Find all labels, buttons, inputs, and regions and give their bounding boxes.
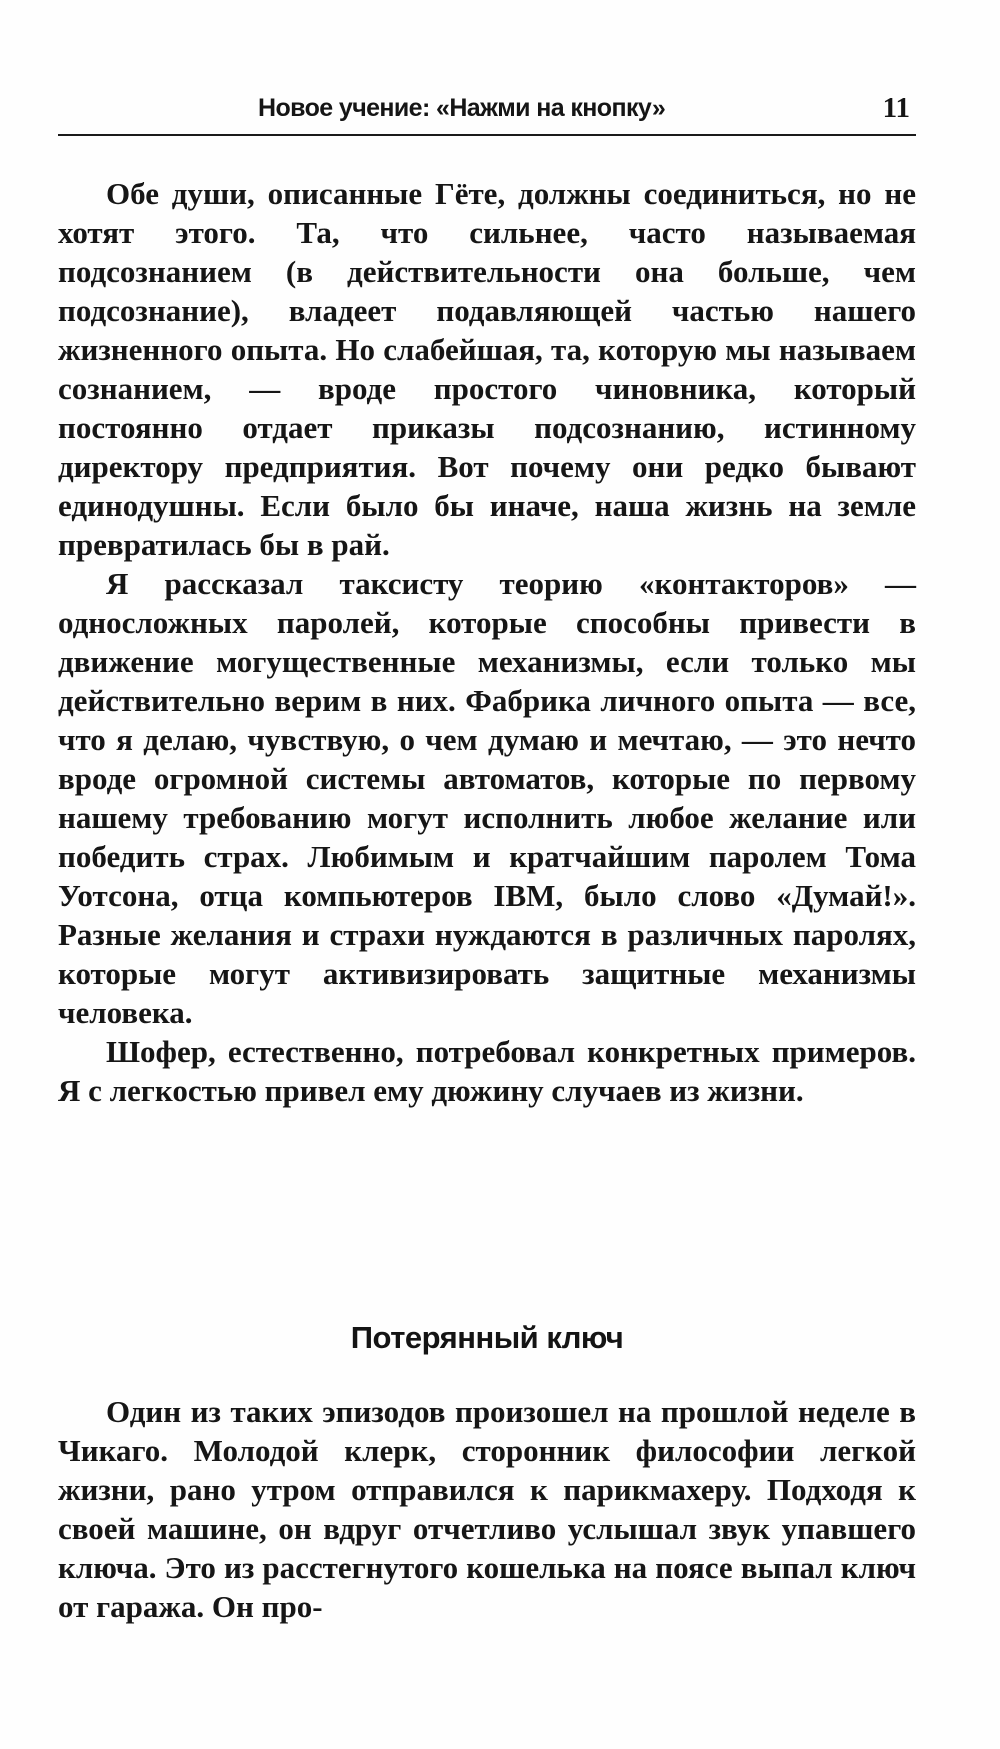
- section-heading: Потерянный ключ: [350, 1320, 624, 1355]
- paragraph-lost-key: Один из таких эпизодов произошел на прошлой неделе в Чикаго. Молодой клерк, сторонник философии легкой жизни, рано утром отправился к парикмахеру. Подходя к своей машине, он вдруг отчетливо услышал звук упавшего ключа. Это из расстегнутого кошелька на поясе выпал ключ от гаража. Он про-: [58, 1394, 916, 1624]
- running-header: [58, 88, 916, 136]
- page-number: 11: [882, 92, 910, 124]
- paragraph-goethe-souls: Обе души, описанные Гёте, должны соединиться, но не хотят этого. Та, что сильнее, часто называемая подсознанием (в действительности она больше, чем подсознание), владеет подавляющей частью нашего жизненного опыта. Но слабейшая, та, которую мы называем сознанием, — вроде простого чиновника, который постоянно отдает приказы подсознанию, истинному директору предприятия. Вот почему они редко бывают единодушны. Если было бы иначе, наша жизнь на земле превратилась бы в рай.: [58, 176, 916, 562]
- main-text: [58, 174, 916, 1110]
- paragraph-contactors-theory: Я рассказал таксисту теорию «контакторов» — односложных паролей, которые способны привести в движение могущественные механизмы, если только мы действительно верим в них. Фабрика личного опыта — все, что я делаю, чувствую, о чем думаю и мечтаю, — это нечто вроде огромной системы автоматов, которые по первому нашему требованию могут исполнить любое желание или победить страх. Любимым и кратчайшим паролем Тома Уотсона, отца компьютеров IBM, было слово «Думай!». Разные желания и страхи нуждаются в различных паролях, которые могут активизировать защитные механизмы человека.: [58, 566, 916, 1030]
- paragraph-driver-examples: Шофер, естественно, потребовал конкретных примеров. Я с легкостью привел ему дюжину случаев из жизни.: [58, 1034, 916, 1108]
- section-text: [58, 1392, 916, 1626]
- running-title: Новое учение: «Нажми на кнопку»: [258, 94, 666, 122]
